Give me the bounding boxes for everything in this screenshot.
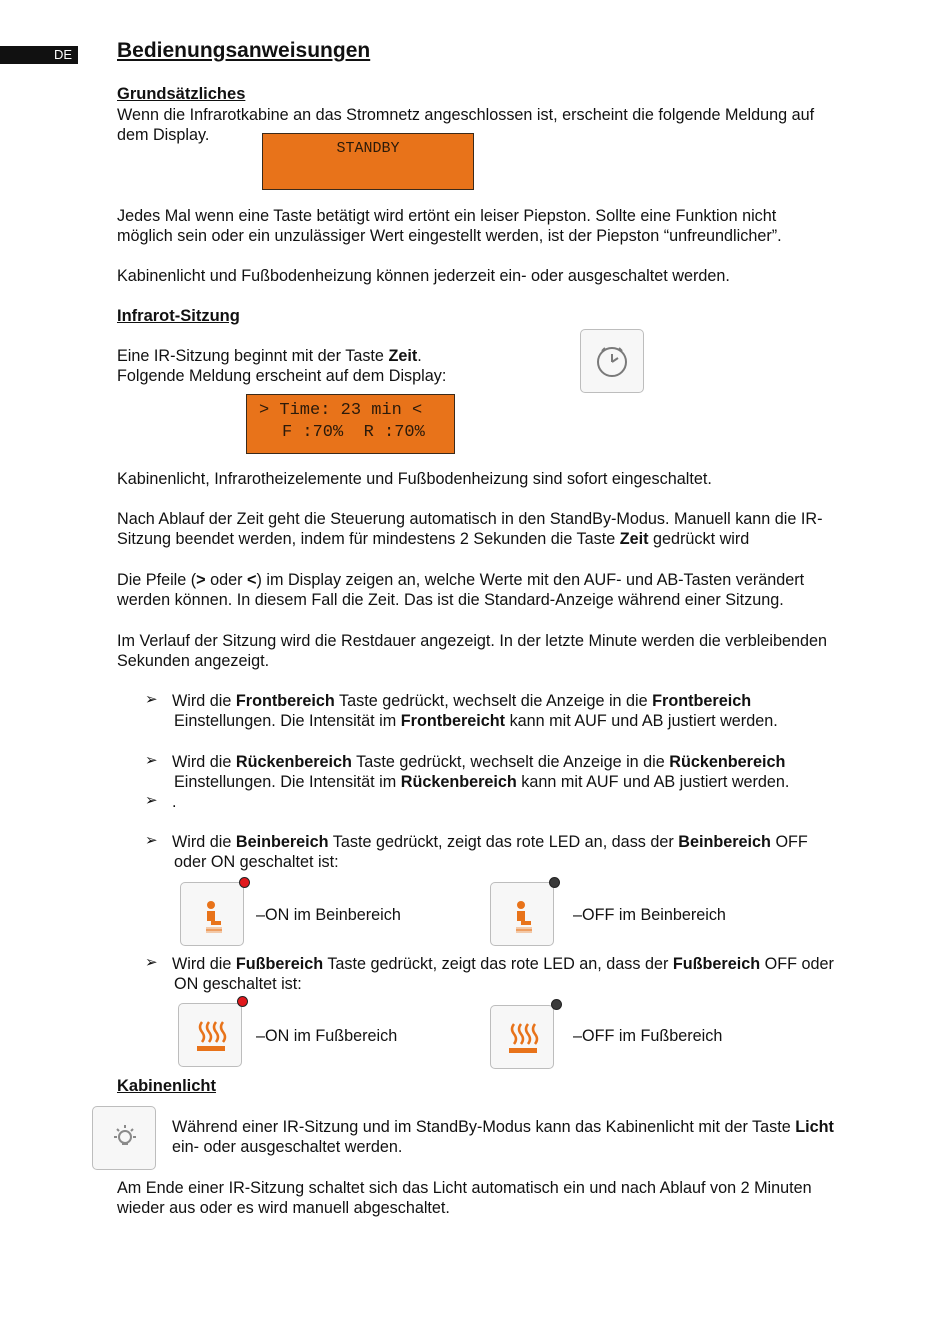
paragraph: ein- oder ausgeschaltet werden. <box>172 1138 403 1156</box>
bullet-arrow: ➢ <box>145 792 158 809</box>
paragraph: Im Verlauf der Sitzung wird die Restdauer angezeigt. In der letzte Minute werden die verbleibenden <box>117 632 827 650</box>
list-item: ON geschaltet ist: <box>174 975 302 993</box>
bullet-arrow: ➢ <box>145 691 158 708</box>
language-tag: DE <box>0 46 78 64</box>
paragraph: Die Pfeile (> oder <) im Display zeigen an, welche Werte mit den AUF- und AB-Tasten verändert <box>117 571 805 589</box>
display-line-intensity: F :70% R :70% <box>282 423 425 442</box>
display-session <box>246 394 455 454</box>
leg-zone-key-off[interactable] <box>490 882 554 946</box>
bullet-arrow: ➢ <box>145 954 158 971</box>
paragraph: Wenn die Infrarotkabine an das Stromnetz angeschlossen ist, erscheint die folgende Meldung auf <box>117 106 815 124</box>
foot-on-label: –ON im Fußbereich <box>256 1027 398 1045</box>
paragraph: Kabinenlicht und Fußbodenheizung können jederzeit ein- oder ausgeschaltet werden. <box>117 267 730 285</box>
list-item: Wird die Fußbereich Taste gedrückt, zeigt das rote LED an, dass der Fußbereich OFF oder <box>172 955 834 973</box>
paragraph: dem Display. <box>117 126 210 144</box>
foot-zone-key-off[interactable] <box>490 1005 554 1069</box>
paragraph: möglich sein oder ein unzulässiger Wert eingestellt werden, ist der Piepston “unfreundlicher”. <box>117 227 782 245</box>
paragraph: Während einer IR-Sitzung und im StandBy-Modus kann das Kabinenlicht mit der Taste Licht <box>172 1118 834 1136</box>
paragraph: Jedes Mal wenn eine Taste betätigt wird ertönt ein leiser Piepston. Sollte eine Funktion nicht <box>117 207 777 225</box>
paragraph: Eine IR-Sitzung beginnt mit der Taste Zeit. <box>117 347 422 365</box>
heat-waves-icon <box>179 1004 243 1068</box>
display-text: STANDBY <box>336 140 400 157</box>
paragraph: Nach Ablauf der Zeit geht die Steuerung automatisch in den StandBy-Modus. Manuell kann die IR- <box>117 510 823 528</box>
led-on-indicator <box>239 877 250 888</box>
list-item: Wird die Beinbereich Taste gedrückt, zeigt das rote LED an, dass der Beinbereich OFF <box>172 833 808 851</box>
seated-person-icon <box>491 883 555 947</box>
bullet-arrow: ➢ <box>145 752 158 769</box>
foot-zone-key-on[interactable] <box>178 1003 242 1067</box>
heading-kabinenlicht: Kabinenlicht <box>117 1077 217 1095</box>
list-item: Wird die Frontbereich Taste gedrückt, wechselt die Anzeige in die Frontbereich <box>172 692 752 710</box>
paragraph: werden können. In diesem Fall die Zeit. Das ist die Standard-Anzeige während einer Sitzung. <box>117 591 784 609</box>
page-title: Bedienungsanweisungen <box>117 39 371 62</box>
led-off-indicator <box>551 999 562 1010</box>
paragraph: Kabinenlicht, Infrarotheizelemente und Fußbodenheizung sind sofort eingeschaltet. <box>117 470 712 488</box>
list-item: Einstellungen. Die Intensität im Rückenbereich kann mit AUF und AB justiert werden. <box>174 773 790 791</box>
paragraph: Am Ende einer IR-Sitzung schaltet sich das Licht automatisch ein und nach Ablauf von 2 Minuten <box>117 1179 812 1197</box>
led-on-indicator <box>237 996 248 1007</box>
paragraph: Sitzung beendet werden, indem für mindestens 2 Sekunden die Taste Zeit gedrückt wird <box>117 530 750 548</box>
display-line-time: > Time: 23 min < <box>259 401 423 420</box>
seated-person-icon <box>181 883 245 947</box>
heading-grundsaetzliches: Grundsätzliches <box>117 85 246 103</box>
paragraph: wieder aus oder es wird manuell abgeschaltet. <box>117 1199 450 1217</box>
paragraph: Sekunden angezeigt. <box>117 652 270 670</box>
light-bulb-icon <box>93 1107 157 1171</box>
leg-off-label: –OFF im Beinbereich <box>573 906 726 924</box>
list-item: . <box>172 793 177 811</box>
time-key[interactable] <box>580 329 644 393</box>
led-off-indicator <box>549 877 560 888</box>
paragraph: Folgende Meldung erscheint auf dem Display: <box>117 367 447 385</box>
foot-off-label: –OFF im Fußbereich <box>573 1027 723 1045</box>
heading-infrarot-sitzung: Infrarot-Sitzung <box>117 307 240 325</box>
clock-icon <box>581 330 645 394</box>
heat-waves-icon <box>491 1006 555 1070</box>
list-item: Einstellungen. Die Intensität im Frontbereicht kann mit AUF und AB justiert werden. <box>174 712 778 730</box>
light-key[interactable] <box>92 1106 156 1170</box>
list-item: oder ON geschaltet ist: <box>174 853 339 871</box>
display-standby <box>262 133 474 190</box>
list-item: Wird die Rückenbereich Taste gedrückt, wechselt die Anzeige in die Rückenbereich <box>172 753 786 771</box>
leg-zone-key-on[interactable] <box>180 882 244 946</box>
leg-on-label: –ON im Beinbereich <box>256 906 401 924</box>
bullet-arrow: ➢ <box>145 832 158 849</box>
